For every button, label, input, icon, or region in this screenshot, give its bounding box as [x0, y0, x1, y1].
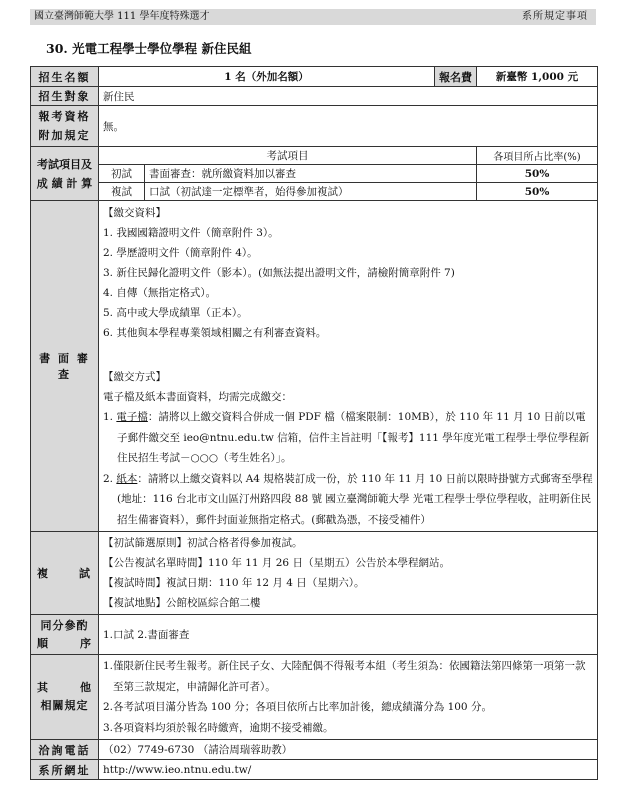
list-item: 1. 我國國籍證明文件（簡章附件 3）。: [103, 227, 279, 239]
list-item: 3. 新住民歸化證明文件（影本）。(如無法提出證明文件，請檢附簡章附件 7): [103, 267, 455, 279]
tiebreak-label-b1: 順: [37, 636, 49, 650]
other-content: [99, 655, 598, 740]
row-qualification: [31, 106, 598, 147]
method1-key: 電子檔: [116, 411, 148, 423]
row-target: [31, 87, 598, 106]
qualification-value: 無。: [99, 106, 598, 147]
qualification-label-line2: 附加規定: [38, 129, 91, 142]
exam-item-first: 書面審查：就所繳資料加以審查: [145, 165, 477, 183]
exam-item-second: 口試（初試達一定標準者，始得參加複試）: [145, 183, 477, 201]
row-review: [31, 201, 598, 532]
method1-num: 1.: [103, 411, 117, 423]
fee-label: 報名費: [435, 67, 477, 87]
other-item: 1.僅限新住民考生報考。新住民子女、大陸配偶不得報考本組（考生須為：依國籍法第四條第一項第一款至第三款規定，申請歸化許可者）。: [103, 660, 586, 693]
tiebreak-label-b2: 序: [80, 636, 92, 650]
header-left-text: 國立臺灣師範大學 111 學年度特殊選才: [34, 11, 210, 22]
list-item: 6. 其他與本學程專業領域相關之有利審查資料。: [103, 327, 327, 339]
retest-line: 【公告複試名單時間】110 年 11 月 26 日（星期五）公告於本學程網站。: [103, 557, 450, 569]
review-label: 書 面 審 查: [31, 201, 99, 532]
tiebreak-label-a: 同分參酌: [40, 618, 89, 632]
method2-num: 2.: [103, 472, 117, 485]
exam-col-item: 考試項目: [99, 147, 477, 165]
row-tiebreak: [31, 615, 598, 655]
quota-value: 1 名（外加名額）: [99, 67, 435, 87]
header-right-text: 系所規定事項: [522, 11, 588, 22]
retest-label: [31, 532, 99, 615]
method1-text: ：請將以上繳交資料合併成一個 PDF 檔（檔案限制：10MB），於 110 年 11 月 10 日前以電子郵件繳交至 ieo@ntnu.edu.tw 信箱，信件主旨註明「【報考】111 學年度光電工程學士學位學程新住民招生考試－○○○（考生姓名）」。: [117, 411, 590, 464]
other-label: [31, 655, 99, 740]
retest-line: 【複試地點】公館校區綜合館二樓: [103, 597, 261, 609]
tiebreak-value: 1.口試 2.書面審查: [99, 615, 598, 655]
contact-value: （02）7749-6730 （請洽周瑞蓉助教）: [99, 740, 598, 760]
website-label: 系所網址: [31, 760, 99, 780]
docs-heading: 【繳交資料】: [103, 207, 166, 219]
retest-line: 【初試篩選原則】初試合格者得參加複試。: [103, 537, 303, 549]
qualification-label-line1: 報考資格: [38, 110, 91, 123]
other-item: 3.各項資料均須於報名時繳齊，逾期不接受補繳。: [103, 721, 334, 734]
exam-row-second: [31, 183, 598, 201]
row-quota: [31, 67, 598, 87]
retest-label-a: 複: [37, 567, 50, 580]
row-website: [31, 760, 598, 780]
method2-text: ：請將以上繳交資料以 A4 規格裝訂成一份，於 110 年 11 月 10 日前以限時掛號方式郵寄至學程(地址：116 台北市文山區汀州路四段 88 號 國立臺灣師範大學 光電工程學士學位學程收，註明新住民招生備審資料），郵件封面並無指定格式。(郵戳為憑，不接受補件）: [117, 472, 593, 526]
method-intro: 電子檔及紙本書面資料，均需完成繳交：: [103, 391, 292, 403]
row-other: [31, 655, 598, 740]
exam-row-first: [31, 165, 598, 183]
other-label-a2: 他: [80, 681, 92, 694]
exam-ratio-second: 50%: [477, 183, 598, 201]
exam-ratio-first: 50%: [477, 165, 598, 183]
retest-line: 【複試時間】複試日期：110 年 12 月 4 日（星期六）。: [103, 577, 365, 589]
contact-label: 洽詢電話: [31, 740, 99, 760]
page-header: [30, 9, 596, 25]
docs-list: [103, 223, 593, 343]
qualification-label: [31, 106, 99, 147]
website-link[interactable]: http://www.ieo.ntnu.edu.tw/: [99, 760, 598, 780]
fee-value: 新臺幣 1,000 元: [477, 67, 598, 87]
exam-stage-first: 初試: [99, 165, 145, 183]
other-label-a1: 其: [37, 681, 49, 694]
quota-label: 招生名額: [31, 67, 99, 87]
exam-label-line2: 成 績 計 算: [36, 176, 93, 190]
list-item: 5. 高中或大學成績單（正本）。: [103, 307, 248, 319]
retest-label-b: 試: [79, 567, 92, 580]
tiebreak-label: [31, 615, 99, 655]
list-item: 4. 自傳（無指定格式）。: [103, 287, 217, 299]
method-electronic: [103, 407, 593, 469]
retest-content: [99, 532, 598, 615]
method2-key: 紙本: [116, 472, 138, 485]
exam-label: [31, 147, 99, 201]
other-label-b: 相關規定: [40, 699, 89, 712]
list-item: 2. 學歷證明文件（簡章附件 4）。: [103, 247, 258, 259]
method-heading: 【繳交方式】: [103, 371, 166, 383]
other-item: 2.各考試項目滿分皆為 100 分；各項目依所占比率加計後，總成績滿分為 100 分。: [103, 701, 492, 713]
exam-col-ratio: 各項目所占比率(%): [477, 147, 598, 165]
page-title: 30. 光電工程學士學位學程 新住民組: [46, 41, 252, 56]
method-paper: [103, 469, 593, 531]
row-contact: [31, 740, 598, 760]
target-value: 新住民: [99, 87, 598, 106]
row-exam-header: [31, 147, 598, 165]
exam-label-line1: 考試項目及: [37, 157, 92, 171]
target-label: 招生對象: [31, 87, 99, 106]
review-content: [99, 201, 598, 532]
row-retest: [31, 532, 598, 615]
exam-stage-second: 複試: [99, 183, 145, 201]
regulation-table: [30, 66, 598, 780]
